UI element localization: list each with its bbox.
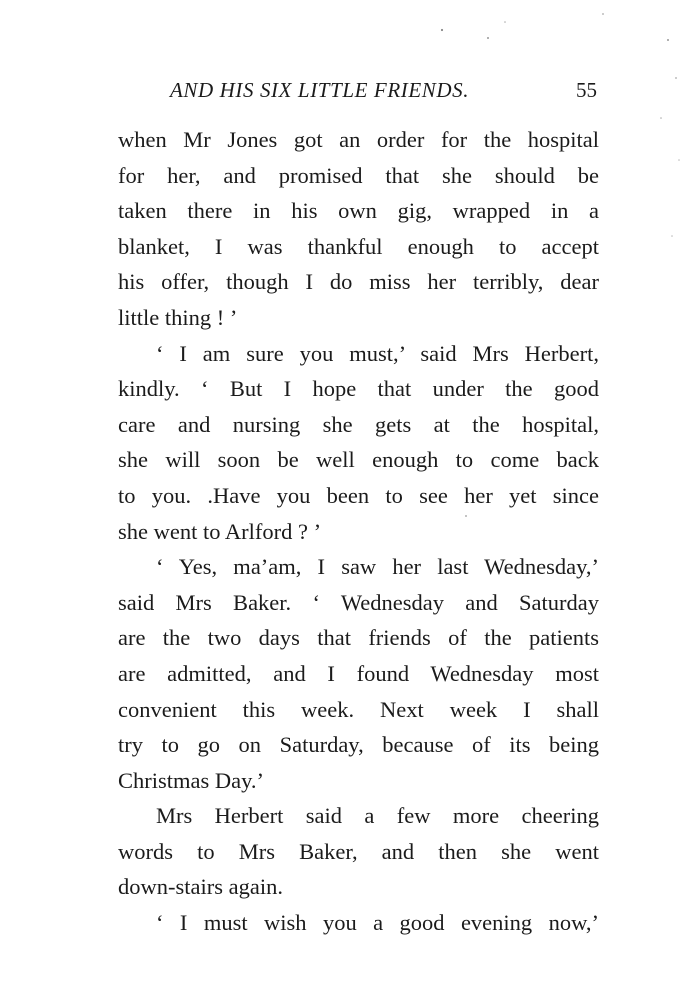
- text-line: are admitted, and I found Wednesday most: [118, 660, 599, 686]
- text-line: taken there in his own gig, wrapped in a: [118, 198, 599, 224]
- text-line: blanket, I was thankful enough to accept: [118, 233, 599, 259]
- page-number: 55: [576, 78, 597, 102]
- text-line: try to go on Saturday, because of its being: [118, 732, 599, 758]
- text-line: she went to Arlford ? ’: [118, 518, 322, 544]
- text-line: care and nursing she gets at the hospital,: [118, 411, 599, 437]
- text-line: are the two days that friends of the patients: [118, 625, 599, 651]
- text-line: Christmas Day.’: [118, 767, 265, 793]
- text-line: Mrs Herbert said a few more cheering: [156, 803, 599, 829]
- text-line: to you. .Have you been to see her yet since: [118, 482, 599, 508]
- text-line: convenient this week. Next week I shall: [118, 696, 599, 722]
- text-line: ‘ I must wish you a good evening now,’: [156, 910, 599, 936]
- text-line: words to Mrs Baker, and then she went: [118, 838, 599, 864]
- text-line: she will soon be well enough to come back: [118, 447, 599, 473]
- text-line: ‘ Yes, ma’am, I saw her last Wednesday,’: [156, 554, 599, 580]
- text-line: little thing ! ’: [118, 304, 238, 330]
- text-line: said Mrs Baker. ‘ Wednesday and Saturday: [118, 589, 599, 615]
- text-line: for her, and promised that she should be: [118, 162, 599, 188]
- body-text: [118, 122, 599, 941]
- text-line: ‘ I am sure you must,’ said Mrs Herbert,: [156, 340, 599, 366]
- text-line: when Mr Jones got an order for the hospital: [118, 127, 599, 152]
- text-line: kindly. ‘ But I hope that under the good: [118, 376, 599, 402]
- running-head: [118, 74, 599, 108]
- running-title: AND HIS SIX LITTLE FRIENDS.: [170, 78, 470, 102]
- text-line: down-stairs again.: [118, 874, 283, 900]
- text-line: his offer, though I do miss her terribly, dear: [118, 269, 599, 295]
